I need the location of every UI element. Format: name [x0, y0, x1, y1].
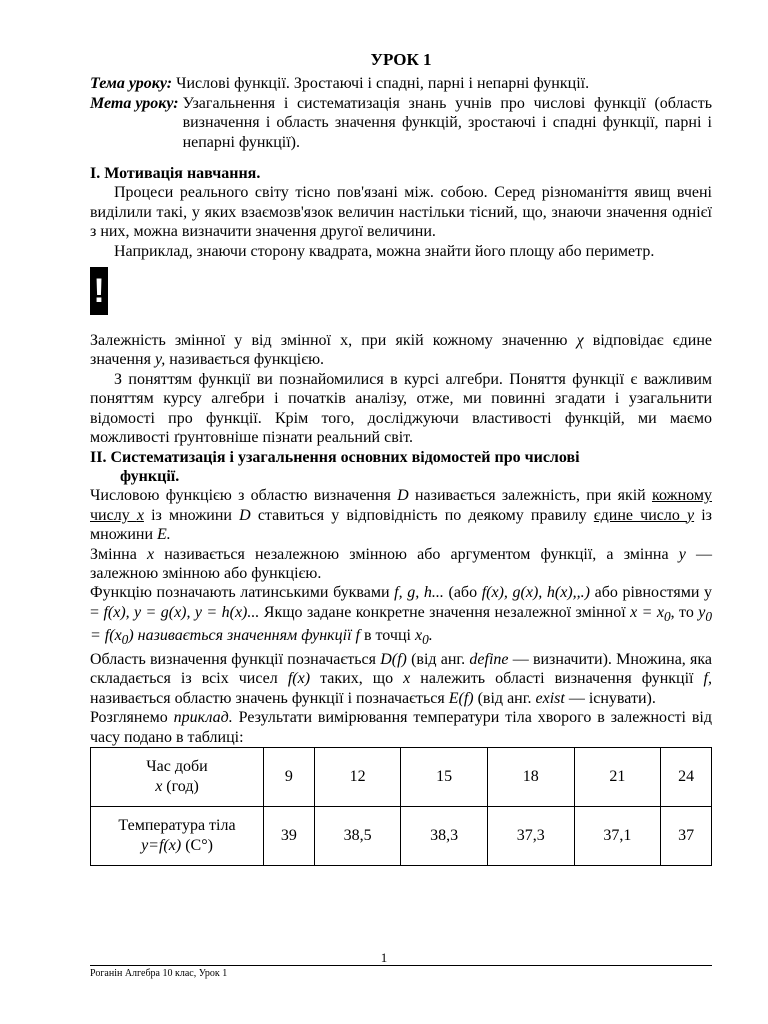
page-footer: Роганін Алгебра 10 клас, Урок 1 [90, 968, 228, 979]
table-cell: 38,3 [401, 806, 488, 865]
table-cell: 37,3 [487, 806, 574, 865]
page-title: УРОК 1 [370, 50, 432, 69]
goal-label: Мета уроку: [90, 94, 183, 112]
table-cell: 24 [661, 747, 712, 806]
table-cell: 37,1 [574, 806, 661, 865]
table-cell: 37 [661, 806, 712, 865]
function-definition: Залежність змінної у від змінної х, при якій кожному значенню χ відповідає єдине значення у, називається функцією. [90, 332, 712, 369]
section-2-heading-cont: функції. [120, 467, 180, 485]
lesson-goal [90, 94, 712, 152]
table-cell: 15 [401, 747, 488, 806]
table-row [91, 806, 712, 865]
table-cell: 21 [574, 747, 661, 806]
table-cell: 18 [487, 747, 574, 806]
table-cell: 38,5 [314, 806, 401, 865]
section-1-paragraph-1: Процеси реального світу тісно пов'язані між. собою. Серед різноманіття явищ вчені виділили такі, у яких взаємозв'язок величин настільки тісний, що, знаючи значення однієї з них, можна визначити значення другої величини. [90, 184, 712, 241]
function-notation: Функцію позначають латинськими буквами f, g, h... (або f(x), g(x), h(x),,.) або рівностями у = f(x), у = g(x), у = h(x)... Якщо задане конкретне значення незалежної змінної $x = x_0$, то $y_0 = f(x_0)$ називається значенням функції f в точці $x_0$. [90, 584, 713, 648]
table-row [91, 747, 712, 806]
table-cell: 12 [314, 747, 401, 806]
topic-label: Тема уроку: [90, 75, 177, 93]
section-1-heading: І. Мотивація навчання. [90, 165, 261, 183]
page-number: 1 [380, 950, 388, 965]
domain-range-definition: Область визначення функції позначається D(f) (від анг. define — визначити). Множина, яка складається із всіх чисел f(x) таких, що х належить області визначення функції f, називається областю значень функції і позначається E(f) (від анг. exist — існувати). [90, 650, 713, 707]
section-1-paragraph-3: З поняттям функції ви познайомилися в курсі алгебри. Поняття функції є важливим поняттям курсу алгебри і початків аналізу, отже, ми повинні згадати і узагальнити відомості про функції. Крім того, досліджуючи властивості функцій, ми маємо можливості ґрунтовніше пізнати реальний світ. [90, 370, 712, 447]
section-1-paragraph-2: Наприклад, знаючи сторону квадрата, можна знайти його площу або периметр. [114, 242, 655, 260]
topic-text: Числові функції. Зростаючі і спадні, парні і непарні функції. [176, 75, 590, 93]
example-intro: Розглянемо приклад. Результати вимірювання температури тіла хворого в залежності від часу подано в таблиці: [90, 709, 713, 746]
lesson-topic [90, 74, 712, 93]
variable-definition: Змінна х називається незалежною змінною або аргументом функції, а змінна у — залежною змінною або функцією. [90, 545, 713, 582]
table-cell: 9 [264, 747, 315, 806]
numeric-function-definition: Числовою функцією з областю визначення D називається залежність, при якій кожному числу х із множини D ставиться у відповідність по деякому правилу єдине число у із множини Е. [90, 487, 712, 544]
section-2-heading: II. Систематизація і узагальнення основних відомостей про числові [90, 448, 580, 466]
exclamation-mark-icon: ! [90, 267, 108, 315]
table-row-header: Час доби х (год) [91, 747, 264, 806]
document-page [90, 50, 712, 866]
footer-divider [90, 965, 712, 966]
table-row-header: Температура тіла y=f(x) (С°) [91, 806, 264, 865]
table-cell: 39 [264, 806, 315, 865]
temperature-table [90, 747, 712, 866]
goal-text: Узагальнення і систематизація знань учнів про числові функції (область визначення і область значення функцій, зростаючі і спадні функції, парні і непарні функції). [182, 94, 712, 151]
